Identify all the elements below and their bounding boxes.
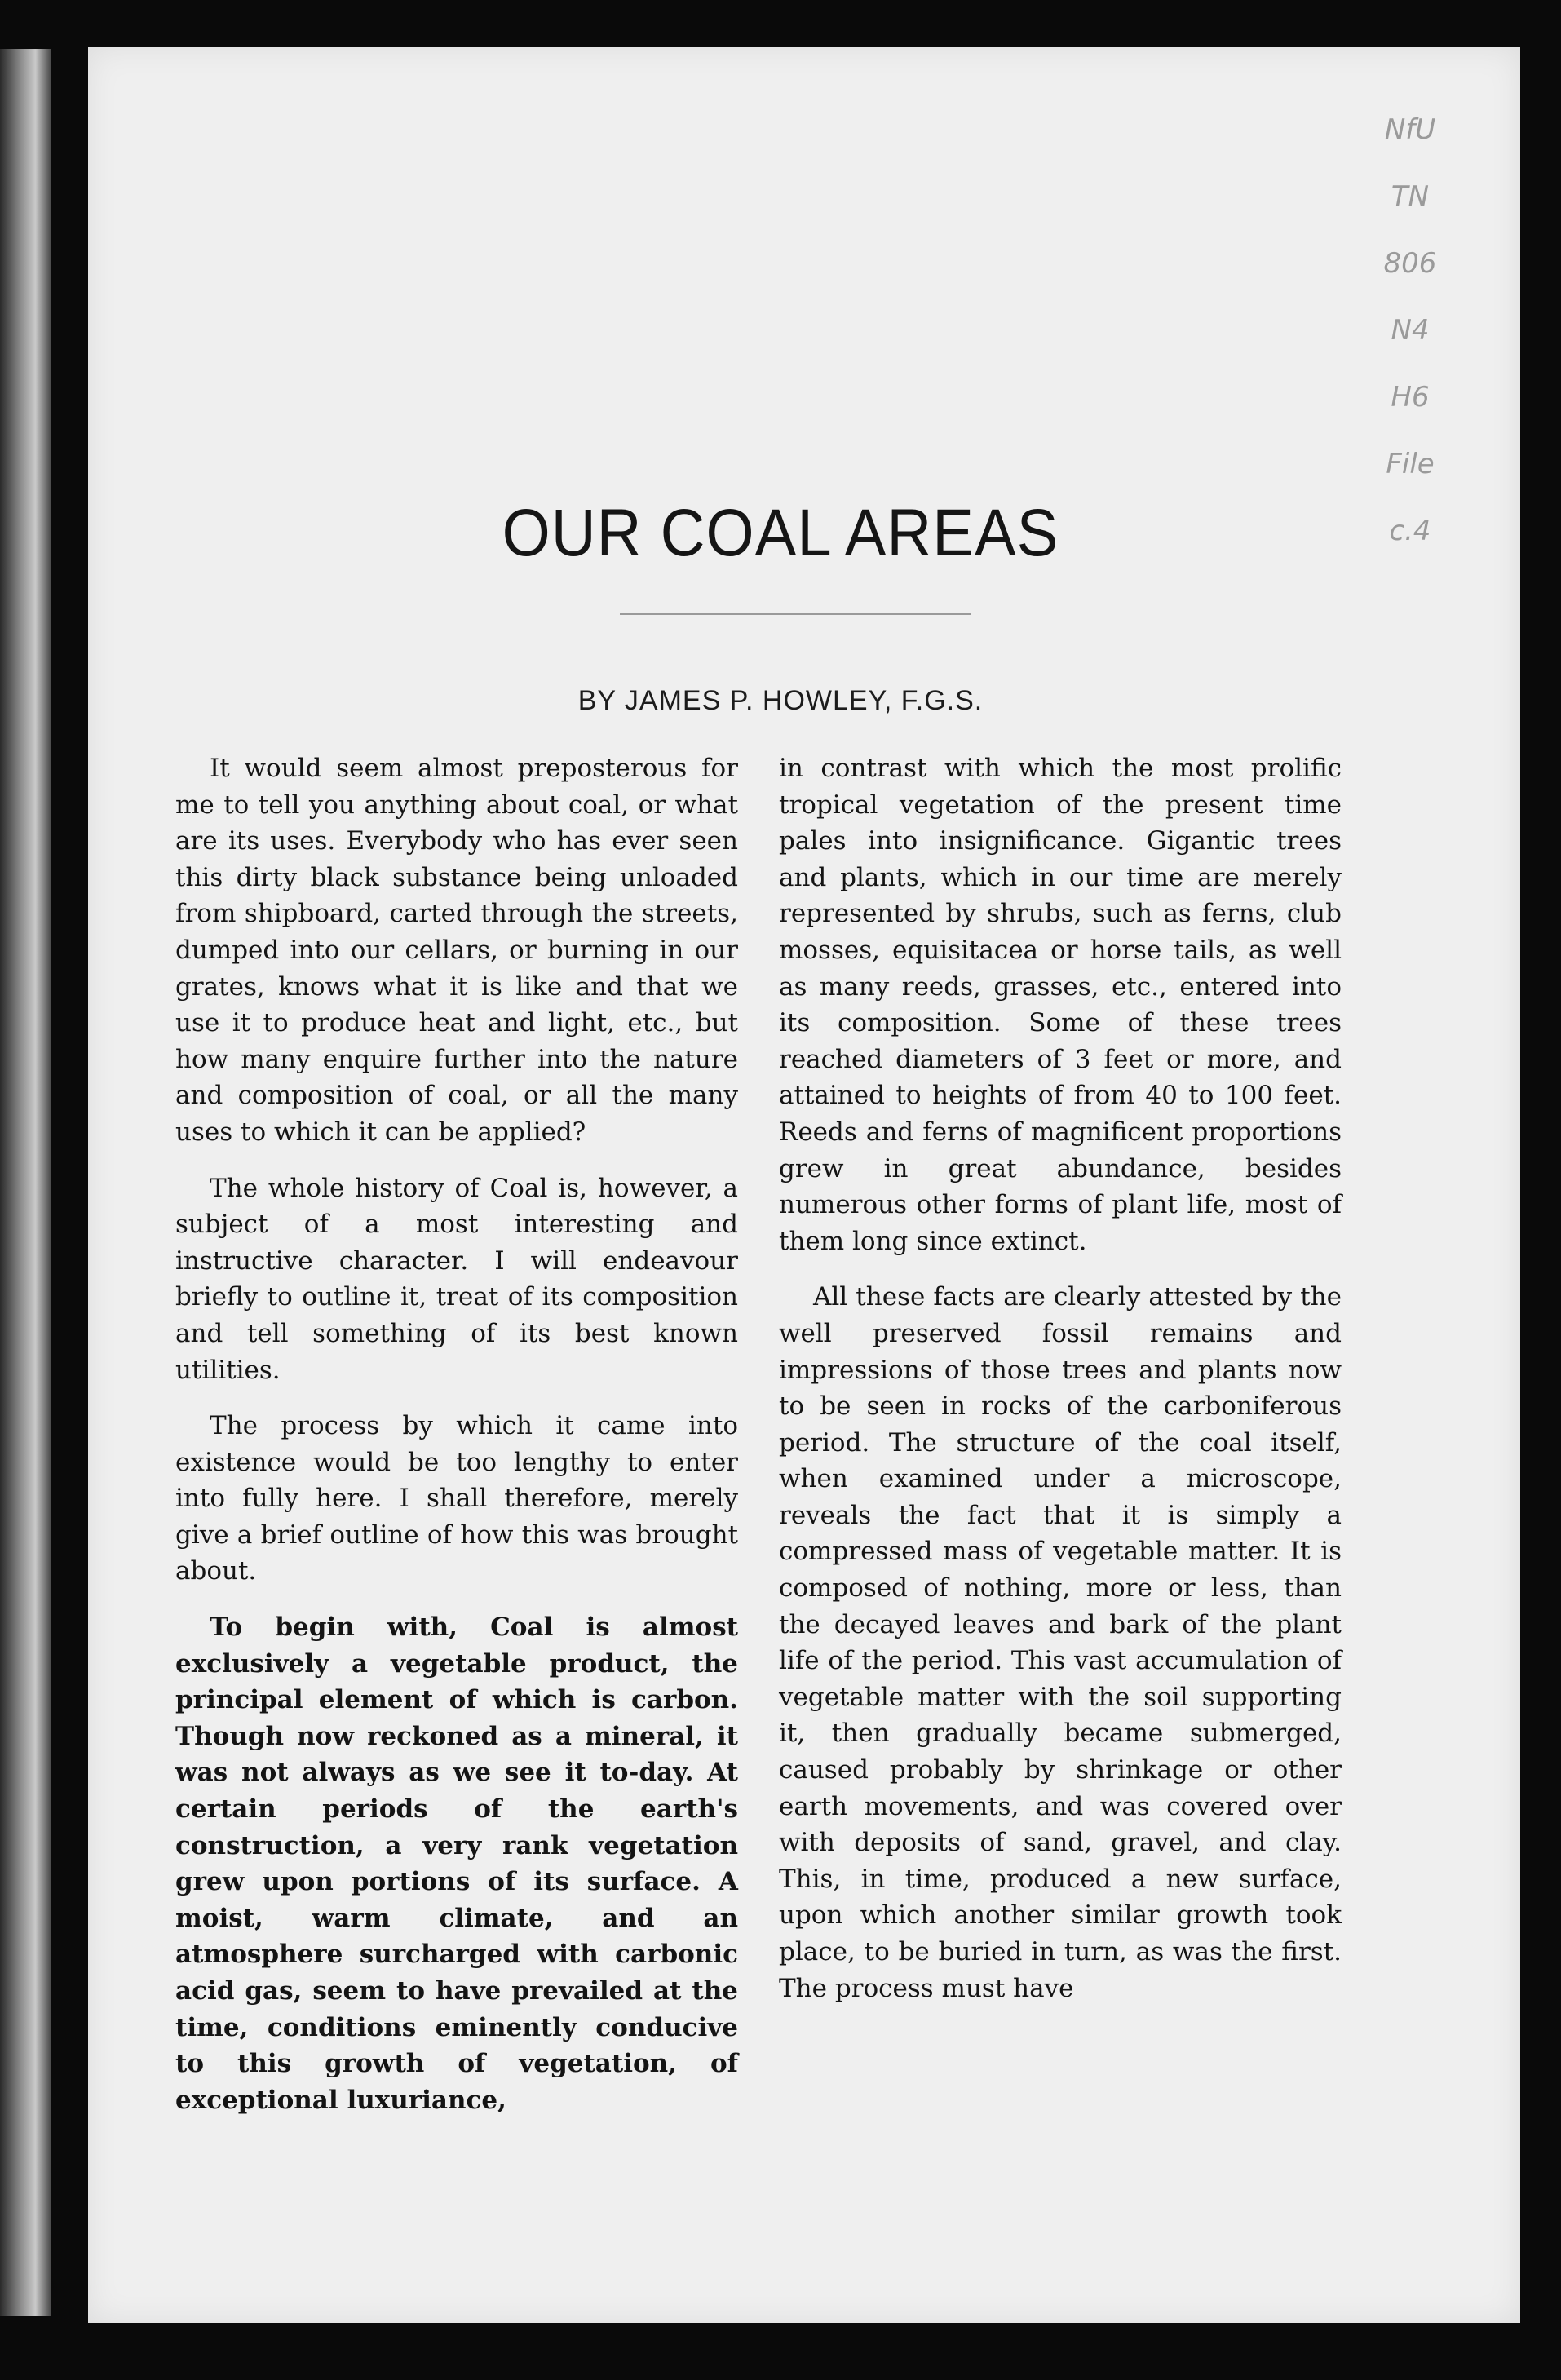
paragraph: The whole history of Coal is, however, a subject of a most interesting and instructive character. I will endeavour briefly to outline it, treat of its composition and tell something of its best known utilities. — [175, 1173, 738, 1385]
archive-note-line: N4 — [1391, 314, 1430, 347]
title-divider — [620, 613, 971, 615]
paragraph: The process by which it came into existence would be too lengthy to enter into fully here. I shall therefore, merely give a brief outline of how this was brought about. — [175, 1411, 738, 1586]
paragraph: It would seem almost preposterous for me to tell you anything about coal, or what are its uses. Everybody who has ever seen this dirty black substance being unloaded from shipboard, carted through the streets, dumped into our cellars, or burning in our grates, knows what it is like and that we use it to produce heat and light, etc., but how many enquire further into the nature and composition of coal, or all the many uses to which it can be applied? — [175, 754, 738, 1147]
scan-right-edge — [1520, 47, 1561, 2323]
right-column — [779, 750, 1342, 2026]
left-column — [175, 750, 738, 2138]
page-title: OUR COAL AREAS — [502, 495, 1059, 571]
author-byline: BY JAMES P. HOWLEY, F.G.S. — [577, 685, 984, 716]
archive-note-line: H6 — [1391, 381, 1430, 414]
scan-left-edge — [0, 49, 51, 2316]
paragraph: To begin with, Coal is almost exclusively a vegetable product, the principal element of which is carbon. Though now reckoned as a mineral, it was not always as we see it to-day. At certain periods of the earth's construction, a very rank vegetation grew upon portions of its surface. A moist, warm climate, and an atmosphere surcharged with carbonic acid gas, seem to have prevailed at the time, conditions eminently conducive to this growth of vegetation, of exceptional luxuriance, — [175, 1612, 738, 2115]
archive-note-line: NfU — [1384, 113, 1436, 146]
paragraph: in contrast with which the most prolific tropical vegetation of the present time pales into insignificance. Gigantic trees and plants, which in our time are merely represented by shrubs, such as ferns, club mosses, equisitacea or horse tails, as well as many reeds, grasses, etc., entered into its composition. Some of these trees reached diameters of 3 feet or more, and attained to heights of from 40 to 100 feet. Reeds and ferns of magnificent proportions grew in great abundance, besides numerous other forms of plant life, most of them long since extinct. — [779, 754, 1342, 1256]
archive-note-line: 806 — [1383, 247, 1437, 280]
archive-note-line: TN — [1391, 180, 1430, 213]
paragraph: All these facts are clearly attested by the well preserved fossil remains and impressions of those trees and plants now to be seen in rocks of the carboniferous period. The structure of the coal itself, when examined under a microscope, reveals the fact that it is simply a compressed mass of vegetable matter. It is composed of nothing, more or less, than the decayed leaves and bark of the plant life of the period. This vast accumulation of vegetable matter with the soil supporting it, then gradually became submerged, caused probably by shrinkage or other earth movements, and was covered over with deposits of sand, gravel, and clay. This, in time, produced a new surface, upon which another similar growth took place, to be buried in turn, as was the first. The process must have — [779, 1282, 1342, 2003]
archive-note-line: File — [1386, 448, 1435, 480]
archive-note-line: c.4 — [1389, 515, 1431, 547]
